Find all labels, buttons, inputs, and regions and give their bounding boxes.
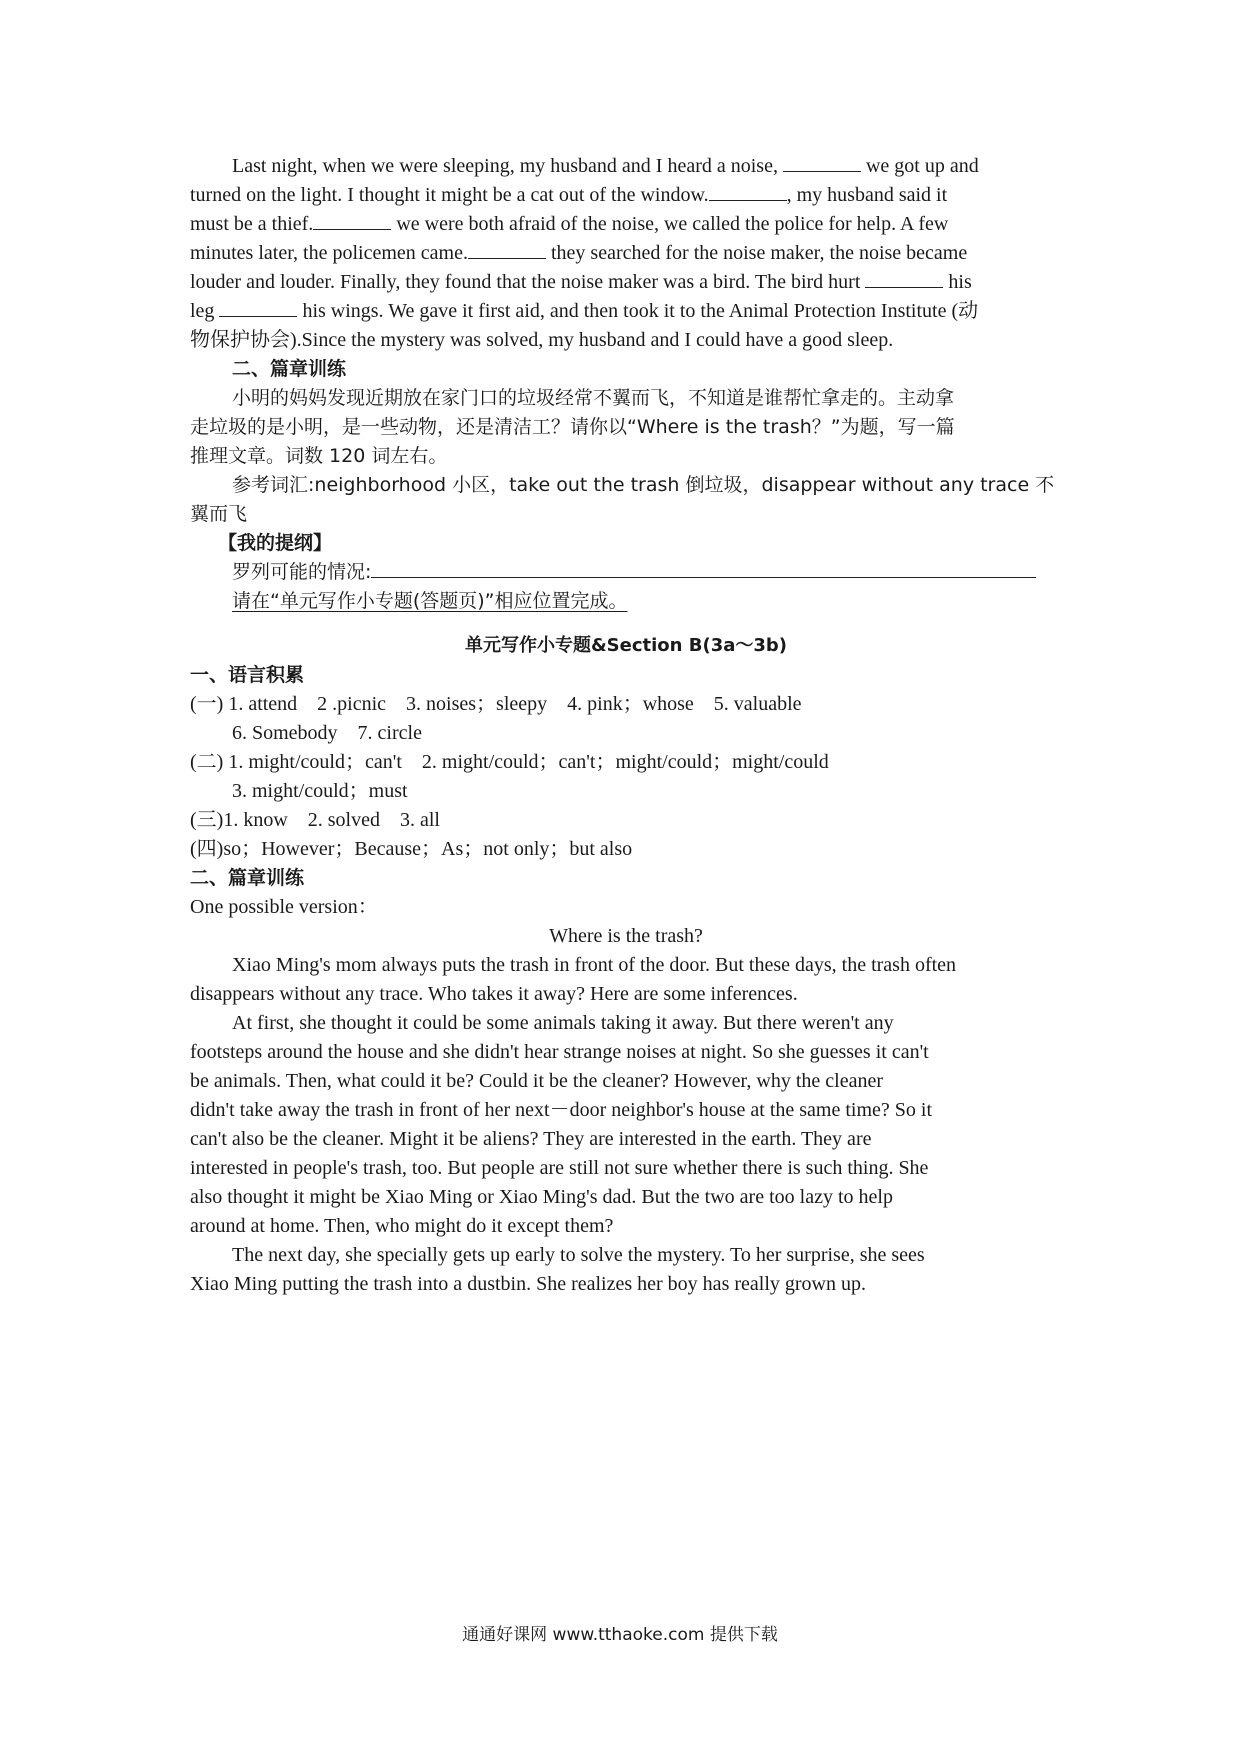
- essay-line: Xiao Ming putting the trash into a dustbin. She realizes her boy has really grown up.: [190, 1273, 866, 1295]
- vocab-text: 翼而飞: [190, 503, 248, 525]
- answer-blank[interactable]: [219, 296, 297, 317]
- page-footer: 通通好课网 www.tthaoke.com 提供下载: [462, 1625, 778, 1645]
- essay-line: The next day, she specially gets up early to solve the mystery. To her surprise, she sees: [232, 1244, 925, 1266]
- task-text: 推理文章。词数 120 词左右。: [190, 445, 448, 467]
- essay-line: At first, she thought it could be some animals taking it away. But there weren't any: [232, 1012, 894, 1034]
- version-label: One possible version：: [190, 896, 378, 918]
- essay-line: also thought it might be Xiao Ming or Xiao Ming's dad. But the two are too lazy to help: [190, 1186, 893, 1208]
- passage-text: Last night, when we were sleeping, my husband and I heard a noise,: [232, 155, 778, 177]
- section-heading: 二、篇章训练: [190, 867, 305, 889]
- essay-line: disappears without any trace. Who takes it away? Here are some inferences.: [190, 983, 798, 1005]
- outline-label: 罗列可能的情况:: [232, 561, 372, 583]
- outline-blank[interactable]: [371, 557, 1036, 578]
- passage-text: , my husband said it: [786, 184, 948, 206]
- answer-line: (三)1. know 2. solved 3. all: [190, 809, 440, 831]
- essay-line: around at home. Then, who might do it except them?: [190, 1215, 614, 1237]
- essay-line: can't also be the cleaner. Might it be aliens? They are interested in the earth. They are: [190, 1128, 872, 1150]
- essay-title: Where is the trash?: [549, 925, 703, 947]
- answer-line: (一) 1. attend 2 .picnic 3. noises；sleepy 4. pink；whose 5. valuable: [190, 693, 802, 715]
- answer-blank[interactable]: [865, 267, 943, 288]
- passage-line: 物保护协会).Since the mystery was solved, my husband and I could have a good sleep.: [190, 329, 894, 351]
- section-heading: 一、语言积累: [190, 664, 305, 686]
- answer-blank[interactable]: [313, 209, 391, 230]
- essay-line: Xiao Ming's mom always puts the trash in front of the door. But these days, the trash often: [232, 954, 957, 976]
- outline-title: 【我的提纲】: [218, 532, 333, 554]
- answer-blank[interactable]: [468, 238, 546, 259]
- outline-row: [232, 556, 1036, 588]
- answers-title: 单元写作小专题&Section B(3a～3b): [464, 635, 787, 656]
- passage-text: we got up and: [865, 155, 979, 177]
- passage-line: [232, 150, 979, 182]
- task-text: 小明的妈妈发现近期放在家门口的垃圾经常不翼而飞，不知道是谁帮忙拿走的。主动拿: [232, 387, 955, 409]
- answer-line: 6. Somebody 7. circle: [232, 722, 422, 744]
- essay-line: interested in people's trash, too. But people are still not sure whether there is such thing. She: [190, 1157, 929, 1179]
- passage-text: must be a thief.: [190, 213, 314, 235]
- answer-blank[interactable]: [783, 151, 861, 172]
- task-text: 走垃圾的是小明，是一些动物，还是清洁工？请你以“Where is the trash？”为题，写一篇: [190, 416, 955, 438]
- vocab-text: 参考词汇:neighborhood 小区，take out the trash 倒垃圾，disappear without any trace 不: [232, 474, 1055, 496]
- passage-text: we were both afraid of the noise, we called the police for help. A few: [396, 213, 949, 235]
- passage-line: [190, 295, 978, 327]
- passage-text: louder and louder. Finally, they found that the noise maker was a bird. The bird hurt: [190, 271, 861, 293]
- passage-text: his: [948, 271, 972, 293]
- essay-line: footsteps around the house and she didn't hear strange noises at night. So she guesses it can't: [190, 1041, 929, 1063]
- passage-line: [190, 237, 967, 269]
- answer-blank[interactable]: [709, 180, 787, 201]
- passage-line: [190, 208, 948, 240]
- passage-line: [190, 266, 972, 298]
- passage-text: they searched for the noise maker, the noise became: [550, 242, 968, 264]
- essay-line: be animals. Then, what could it be? Could it be the cleaner? However, why the cleaner: [190, 1070, 884, 1092]
- passage-text: his wings. We gave it first aid, and then took it to the Animal Protection Institute (动: [302, 300, 979, 322]
- passage-text: turned on the light. I thought it might be a cat out of the window.: [190, 184, 709, 206]
- answer-line: (二) 1. might/could；can't 2. might/could；can't；might/could；might/could: [190, 751, 829, 773]
- passage-line: [190, 179, 947, 211]
- instruction-text: 请在“单元写作小专题(答题页)”相应位置完成。: [232, 590, 628, 612]
- section-heading: 二、篇章训练: [232, 358, 347, 380]
- passage-text: minutes later, the policemen came.: [190, 242, 468, 264]
- answer-line: (四)so；However；Because；As；not only；but also: [190, 838, 633, 860]
- essay-line: didn't take away the trash in front of her next－door neighbor's house at the same time? So it: [190, 1099, 933, 1121]
- passage-text: leg: [190, 300, 215, 322]
- answer-line: 3. might/could；must: [232, 780, 408, 802]
